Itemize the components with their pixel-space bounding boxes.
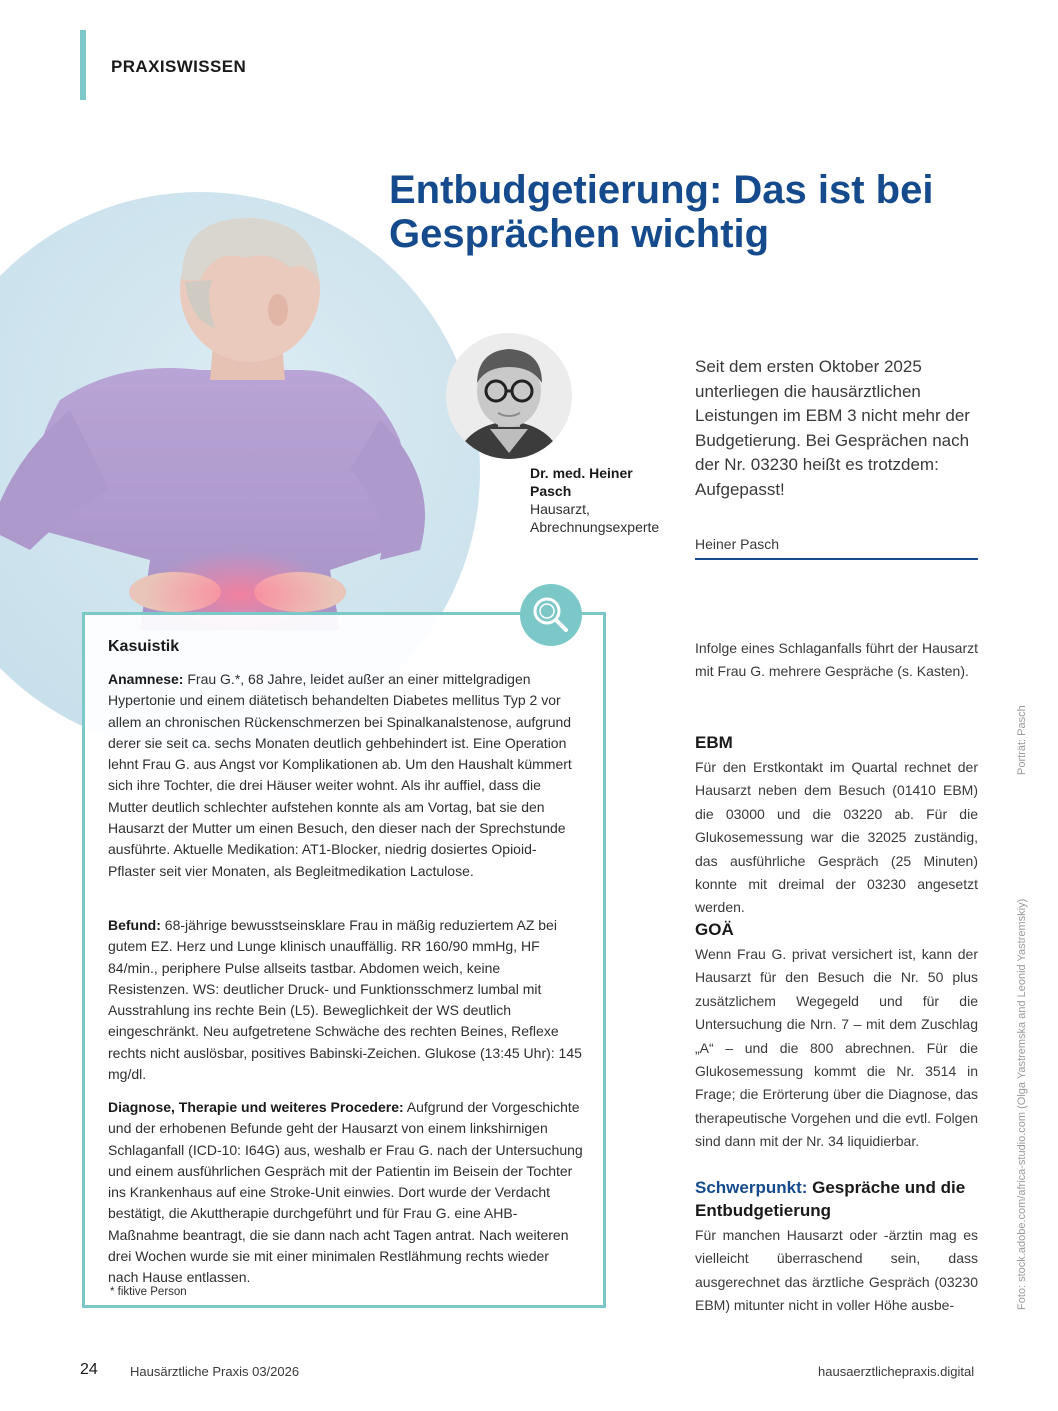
author-role: Hausarzt, Abrechnungsexperte	[530, 501, 660, 535]
article-headline: Entbudgetierung: Das ist bei Gesprächen wichtig	[389, 168, 934, 256]
case-anamnese	[108, 669, 583, 882]
author-portrait	[446, 333, 572, 459]
search-icon	[520, 584, 582, 646]
case-befund-label: Befund:	[108, 917, 161, 933]
journal-name: Hausärztliche Praxis 03/2026	[130, 1364, 300, 1379]
schwerpunkt-heading	[695, 1176, 978, 1222]
case-diagnose	[108, 1097, 583, 1289]
case-anamnese-text: Frau G.*, 68 Jahre, leidet außer an einer mittelgradigen Hypertonie und einem diätetisch behandelten Diabetes mellitus Typ 2 vor allem an chronischen Rückenschmerzen bei Spinalkanalstenose, aufgrund derer sie seit ca. sechs Monaten deutlich gehbehindert ist. Eine Operation lehnt Frau G. aus Angst vor Komplikationen ab. Um den Haushalt kümmert sich ihre Tochter, die drei Häuser weiter wohnt. Als ihr auffiel, dass die Mutter deutlich schlechter aufstehen konnte als am Vortag, bat sie den Hausarzt der Mutter um einen Besuch, den dieser nach der Sprechstunde ausführte. Aktuelle Medikation: AT1-Blocker, niedrig dosiertes Opioid-Pflaster seit vier Monaten, als Begleitmedikation Lactulose.	[108, 671, 572, 879]
case-befund	[108, 915, 583, 1085]
goa-paragraph: Wenn Frau G. privat versichert ist, kann der Hausarzt für den Besuch die Nr. 50 plus zusätzlichem Wegegeld und für die Untersuchung die Nrn. 7 – mit dem Zuschlag „A“ – und die 800 abrechnen. Für die Glukosemessung kommt die Nr. 3514 in Frage; die Erörterung über die Diagnose, das therapeutische Vorgehen und die evtl. Folgen sind dann mit der Nr. 34 liquidierbar.	[695, 946, 978, 1150]
schwerpunkt-accent: Schwerpunkt:	[695, 1178, 808, 1197]
case-footnote: * fiktive Person	[110, 1286, 187, 1298]
section-accent-bar	[80, 30, 86, 100]
schwerpunkt-title: Gespräche und die Entbudgetierung	[695, 1178, 966, 1220]
case-diagnose-label: Diagnose, Therapie und weiteres Procedere:	[108, 1099, 404, 1115]
schwerpunkt-paragraph: Für manchen Hausarzt oder -ärztin mag es vielleicht überraschend sein, dass ausgerechnet das ärztliche Gespräch (03230 EBM) mitunter nicht in voller Höhe ausbe-	[695, 1227, 978, 1314]
goa-heading: GOÄ	[695, 920, 734, 939]
case-title: Kasuistik	[108, 638, 180, 655]
portrait-credit: Porträt: Pasch	[1016, 705, 1028, 775]
intro-divider	[695, 558, 978, 560]
case-anamnese-label: Anamnese:	[108, 671, 184, 687]
photo-credit: Foto: stock.adobe.com/africa-studio.com (Olga Yastremska and Leonid Yastremskiy)	[1016, 898, 1028, 1310]
intro-lead: Seit dem ersten Oktober 2025 unterliegen die hausärztlichen Leistungen im EBM 3 nicht mehr der Budgetierung. Bei Gesprächen nach der Nr. 03230 heißt es trotzdem: Aufgepasst!	[695, 357, 970, 499]
case-diagnose-text: Aufgrund der Vorgeschichte und der erhobenen Befunde geht der Hausarzt von einem linkshirnigen Schlaganfall (ICD-10: I64G) aus, weshalb er Frau G. nach der Untersuchung und einem ausführlichen Gespräch mit der Patientin im Beisein der Tochter ins Krankenhaus auf eine Stroke-Unit einwies. Dort wurde der Verdacht bestätigt, die Akuttherapie durchgeführt und für Frau G. eine AHB-Maßnahme beantragt, die sie dann nach acht Tagen antrat. Nach weiteren drei Wochen wurde sie mit einer minimalen Restlähmung rechts wieder nach Hause entlassen.	[108, 1099, 583, 1286]
intro-byline: Heiner Pasch	[695, 536, 780, 552]
website-link[interactable]: hausaerztlichepraxis.digital	[818, 1364, 975, 1379]
column-intro-paragraph: Infolge eines Schlaganfalls führt der Hausarzt mit Frau G. mehrere Gespräche (s. Kasten).	[695, 640, 978, 680]
hero-photo	[0, 210, 480, 630]
ebm-paragraph: Für den Erstkontakt im Quartal rechnet der Hausarzt neben dem Besuch (01410 EBM) die 03000 und die 03220 ab. Für die Glukosemessung war die 32025 zuständig, das ausführliche Gespräch (25 Minuten) konnte mit dreimal der 03230 angesetzt werden.	[695, 759, 978, 916]
case-befund-text: 68-jährige bewusstseinsklare Frau in mäßig reduziertem AZ bei gutem EZ. Herz und Lunge klinisch unauffällig. RR 160/90 mmHg, HF 84/min., periphere Pulse allseits tastbar. Abdomen weich, keine Resistenzen. WS: deutlicher Druck- und Funktionsschmerz lumbal mit Ausstrahlung ins rechte Bein (L5). Beweglichkeit der WS deutlich eingeschränkt. Neu aufgetretene Schwäche des rechten Beines, Reflexe rechts nicht auslösbar, positives Babinski-Zeichen. Glukose (13:45 Uhr): 145 mg/dl.	[108, 917, 582, 1083]
ebm-heading: EBM	[695, 733, 733, 752]
author-name: Dr. med. Heiner Pasch	[530, 465, 633, 499]
section-label: PRAXISWISSEN	[111, 57, 247, 76]
page-number: 24	[80, 1361, 98, 1378]
